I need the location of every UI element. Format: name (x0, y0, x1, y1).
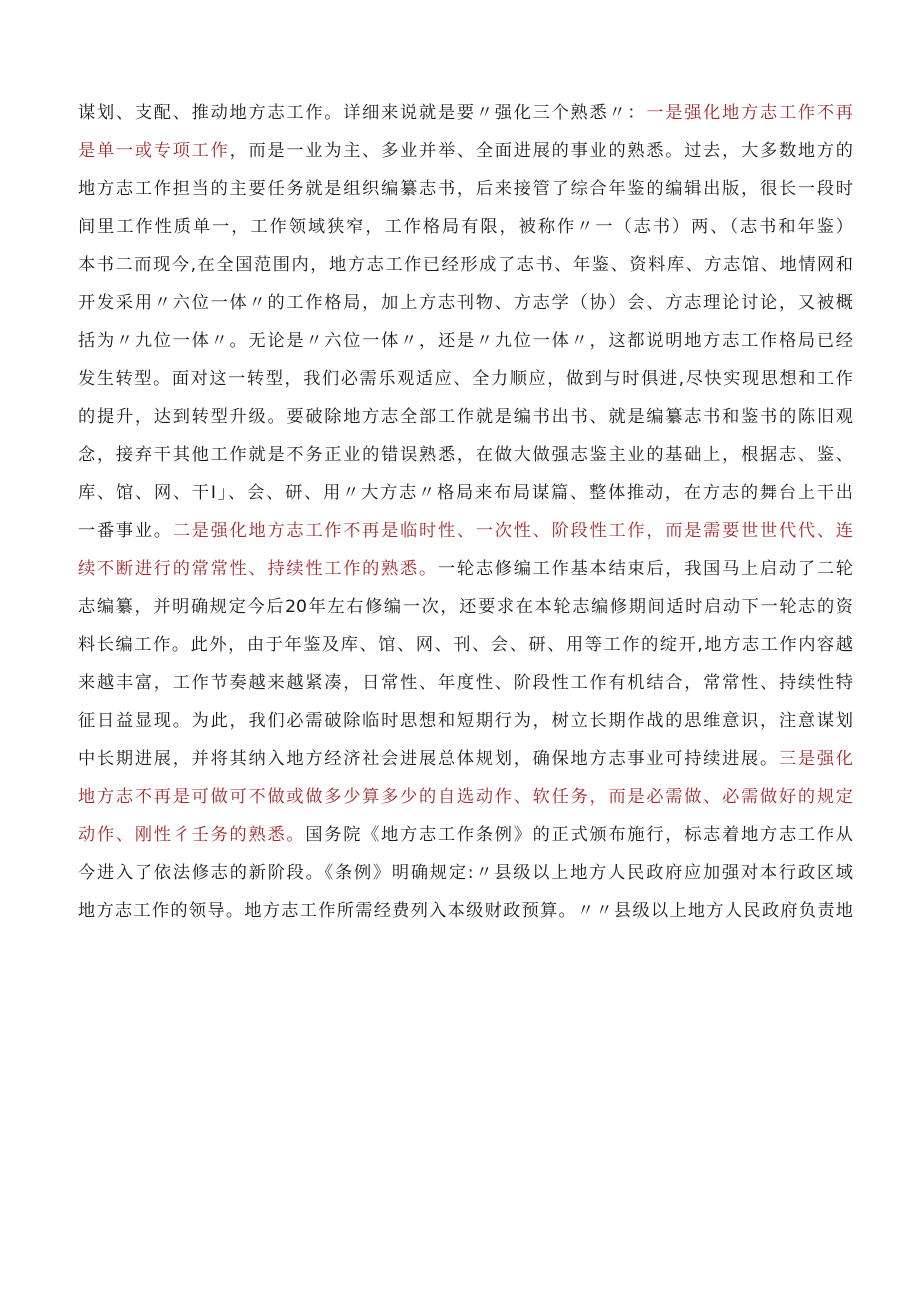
body-text-segment: 一轮志修编工作基本结束后，我国马上启动了二轮 (437, 559, 853, 579)
highlighted-text: 三是强化 (778, 749, 853, 769)
highlighted-text: 一是强化地方志工作不再 (646, 103, 853, 123)
text-line (78, 740, 853, 778)
body-text-segment: 发生转型。面对这一转型，我们必需乐观适应、全力顺应，做到与时俱进,尽快实现思想和工作 (78, 369, 853, 389)
body-text-segment: 本书二而现今,在全国范围内，地方志工作已经形成了志书、年鉴、资料库、方志馆、地情网和 (78, 255, 853, 275)
text-line (78, 892, 853, 930)
text-line (78, 588, 853, 626)
text-line (78, 284, 853, 322)
body-text-segment: 一番事业。 (78, 521, 173, 541)
body-text-segment: 料长编工作。此外，由于年鉴及库、馆、网、刊、会、研、用等工作的绽开,地方志工作内容越 (78, 635, 853, 655)
highlighted-text: 动作、刚性彳壬务的熟悉。 (78, 825, 306, 845)
body-text-segment: 间里工作性质单一，工作领域狭窄，工作格局有限，被称作〃一（志书）两、（志书和年鉴） (78, 217, 853, 237)
body-text-segment: 括为〃九位一体〃。无论是〃六位一体〃，还是〃九位一体〃，这都说明地方志工作格局已经 (78, 331, 853, 351)
text-line (78, 474, 853, 512)
text-line (78, 398, 853, 436)
body-text-segment: 国务院《地方志工作条例》的正式颁布施行，标志着地方志工作从 (305, 825, 853, 845)
body-text-segment: 征日益显现。为此，我们必需破除临时思想和短期行为，树立长期作战的思维意识，注意谋划 (78, 711, 853, 731)
text-line (78, 626, 853, 664)
body-text-segment: 今进入了依法修志的新阶段。《条例》明确规定:〃县级以上地方人民政府应加强对本行政区域 (78, 863, 853, 883)
body-text-segment: 的提升，达到转型升级。要破除地方志全部工作就是编书出书、就是编纂志书和鉴书的陈旧观 (78, 407, 853, 427)
text-line (78, 816, 853, 854)
highlighted-text: 地方志不再是可做可不做或做多少算多少的自选动作、软任务，而是必需做、必需做好的规定 (78, 787, 853, 807)
text-line (78, 246, 853, 284)
body-text-segment: 库、馆、网、干I」、会、研、用〃大方志〃格局来布局谋篇、整体推动，在方志的舞台上干出 (78, 483, 853, 503)
body-text (78, 94, 853, 930)
text-line (78, 664, 853, 702)
text-line (78, 322, 853, 360)
text-line (78, 208, 853, 246)
highlighted-text: 续不断进行的常常性、持续性工作的熟悉。 (78, 559, 438, 579)
body-text-segment: 来越丰富，工作节奏越来越紧凑，日常性、年度性、阶段性工作有机结合，常常性、持续性特 (78, 673, 853, 693)
text-line (78, 512, 853, 550)
highlighted-text: 是单一或专项工作 (78, 141, 230, 161)
text-line (78, 360, 853, 398)
text-line (78, 132, 853, 170)
body-text-segment: 中长期进展，并将其纳入地方经济社会进展总体规划，确保地方志事业可持续进展。 (78, 749, 779, 769)
text-line (78, 94, 853, 132)
text-line (78, 778, 853, 816)
body-text-segment: 谋划、支配、推动地方志工作。详细来说就是要〃强化三个熟悉〃： (78, 103, 647, 123)
text-line (78, 170, 853, 208)
body-text-segment: 志编纂，并明确规定今后20年左右修编一次，还要求在本轮志编修期间适时启动下一轮志的资 (78, 597, 853, 617)
body-text-segment: 念，接弃干其他工作就是不务正业的错误熟悉，在做大做强志鉴主业的基础上，根据志、鉴、 (78, 445, 853, 465)
body-text-segment: 开发采用〃六位一体〃的工作格局，加上方志刊物、方志学（协）会、方志理论讨论，又被概 (78, 293, 853, 313)
highlighted-text: 二是强化地方志工作不再是临时性、一次性、阶段性工作，而是需要世世代代、连 (172, 521, 853, 541)
body-text-segment: 地方志工作担当的主要任务就是组织编纂志书，后来接管了综合年鉴的编辑出版，很长一段时 (78, 179, 853, 199)
text-line (78, 854, 853, 892)
text-line (78, 436, 853, 474)
text-line (78, 550, 853, 588)
text-line (78, 702, 853, 740)
body-text-segment: ，而是一业为主、多业并举、全面进展的事业的熟悉。过去，大多数地方的 (229, 141, 853, 161)
body-text-segment: 地方志工作的领导。地方志工作所需经费列入本级财政预算。〃〃县级以上地方人民政府负责地 (78, 901, 853, 921)
